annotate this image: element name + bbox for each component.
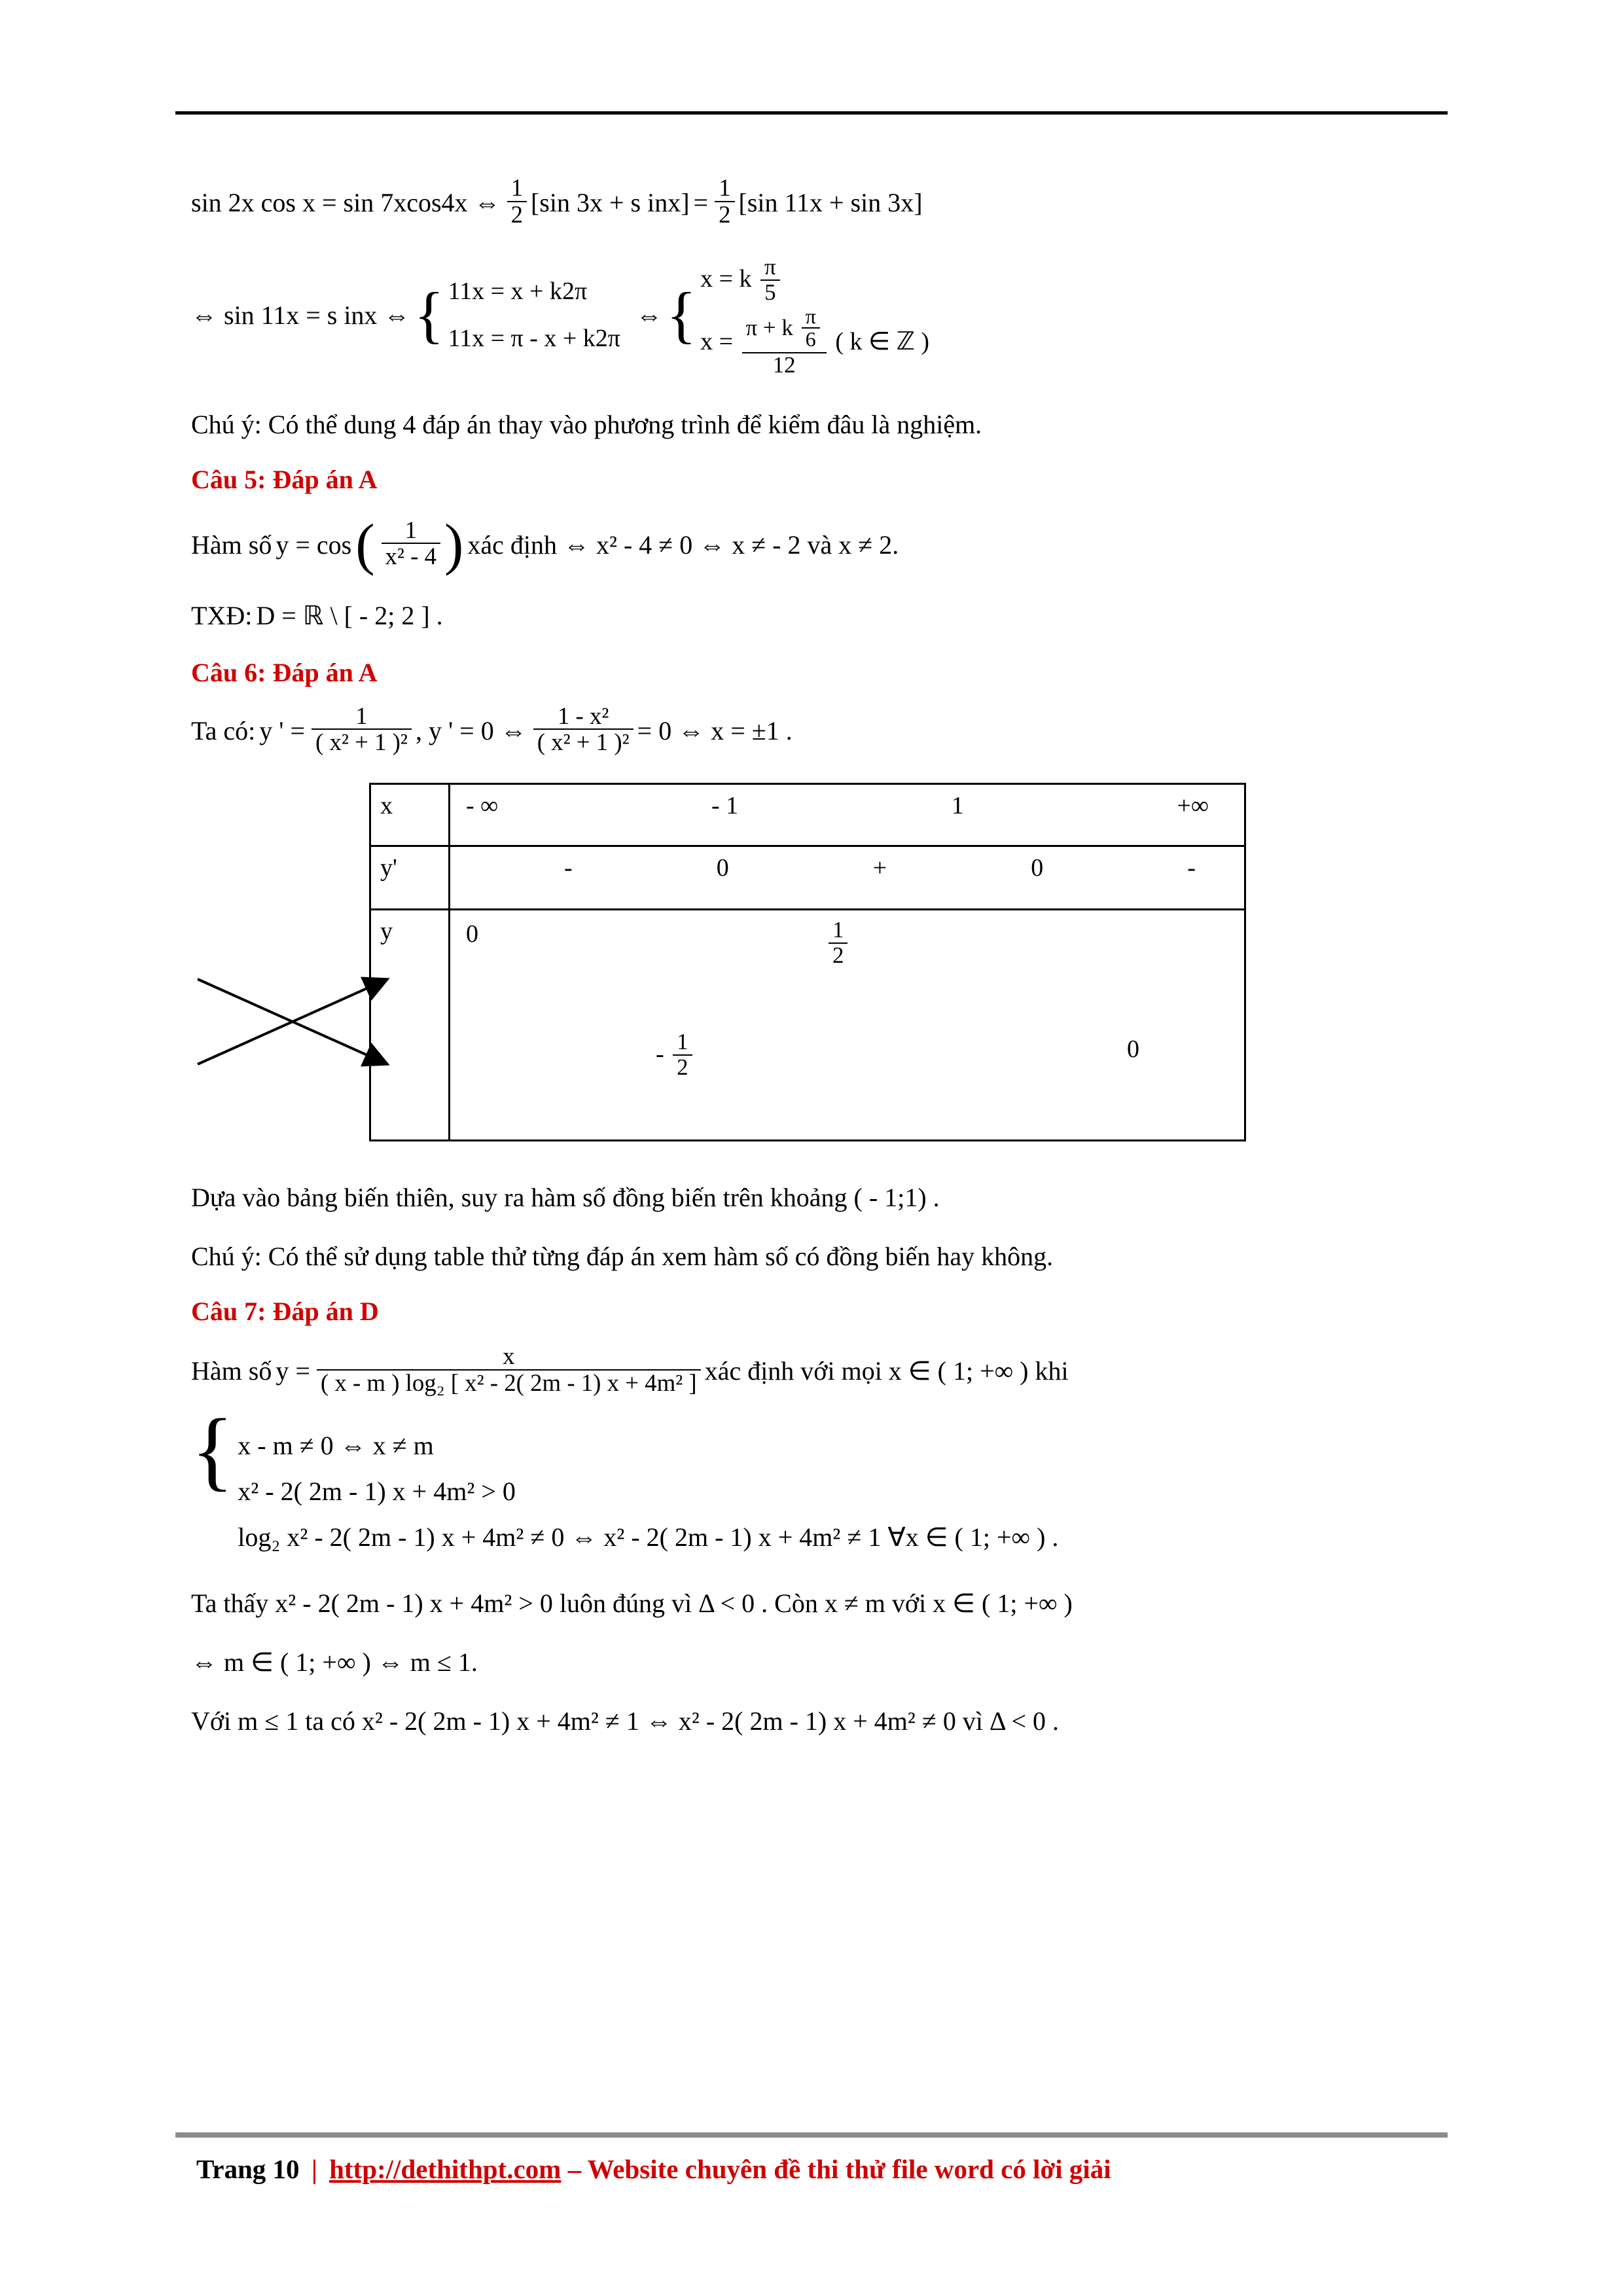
yprime-sign-2: + <box>872 854 887 882</box>
cau7-line-1-prefix: Hàm số <box>191 1356 272 1386</box>
cau5-open-paren-icon: ( <box>355 512 375 577</box>
footer-divider <box>175 2132 1448 2138</box>
cau6-fraction-1-denominator: ( x² + 1 )² <box>315 728 408 756</box>
equation-2-case-2: 11x = π - x + k2π <box>448 325 620 353</box>
cau6-line-1-a: y ' = <box>259 715 306 745</box>
cau6-fraction-2-numerator: 1 - x² <box>533 704 633 730</box>
page-number: Trang 10 <box>196 2154 300 2184</box>
variation-row-label-x: x <box>370 784 450 846</box>
equation-2-condition: ( k ∈ ℤ ) <box>835 327 930 355</box>
y-value-minimum-denominator: 2 <box>677 1054 688 1080</box>
cau7-line-3: ⇔ m ∈ ( 1; +∞ ) ⇔ m ≤ 1. <box>191 1647 478 1677</box>
variation-row-label-yprime: y' <box>370 846 450 910</box>
cau7-system-line-3: log₂ x² - 2( 2m - 1) x + 4m² ≠ 0 ⇔ x² - 2( 2m - 1) x + 4m² ≠ 1 ∀x ∈ ( 1; +∞ ) . <box>238 1522 1059 1552</box>
equation-2-middle-iff: ⇔ <box>636 300 662 330</box>
x-value-minus-infinity: - ∞ <box>466 792 499 820</box>
equation-1-bracket-1: [sin 3x + s inx] <box>530 188 690 218</box>
cau7-system-line-1: x - m ≠ 0 ⇔ x ≠ m <box>238 1431 434 1461</box>
cau5-line-1-suffix: xác định ⇔ x² - 4 ≠ 0 ⇔ x ≠ - 2 và x ≠ 2. <box>467 529 899 560</box>
equation-1-fraction-1-numerator: 1 <box>507 175 527 202</box>
equation-1-fraction-1 <box>507 175 527 227</box>
cau7-line-4: Với m ≤ 1 ta có x² - 2( 2m - 1) x + 4m² ≠ 1 ⇔ x² - 2( 2m - 1) x + 4m² ≠ 0 vì Δ < 0 . <box>191 1706 1060 1736</box>
equation-2-result-1-fraction <box>760 255 780 304</box>
cau5-fraction-numerator: 1 <box>382 518 440 545</box>
cau5-line-2-label: TXĐ: <box>191 600 253 630</box>
x-value-one: 1 <box>951 792 964 820</box>
equation-2-result-2-numerator-a: π + k <box>745 314 793 340</box>
cau7-system-brace-icon: { <box>191 1401 234 1500</box>
y-value-minimum-fraction <box>673 1030 692 1079</box>
y-value-right: 0 <box>1127 1035 1139 1064</box>
cau6-line-1-prefix: Ta có: <box>191 715 256 745</box>
cau6-fraction-1-numerator: 1 <box>312 704 412 730</box>
variation-table-row-yprime <box>370 846 1245 910</box>
yprime-sign-3: - <box>1187 854 1196 882</box>
cau5-line-2-math: D = ℝ \ [ - 2; 2 ] . <box>256 600 443 630</box>
cau7-system <box>191 1401 1435 1560</box>
equation-2-right-brace-icon: { <box>666 279 697 350</box>
footer-description: – Website chuyên đề thi thử file word có lời giải <box>567 2154 1111 2184</box>
yprime-sign-1: - <box>564 854 573 882</box>
equation-2-results <box>700 251 929 379</box>
y-value-top-left: 0 <box>466 920 478 948</box>
equation-1-left: sin 2x cos x = sin 7xcos4x ⇔ <box>191 188 501 218</box>
y-value-minimum <box>656 1031 695 1081</box>
y-value-maximum-numerator: 1 <box>829 918 847 944</box>
equation-2-result-1 <box>700 251 929 308</box>
equation-2-result-2-numerator <box>742 304 827 354</box>
equation-2-case-1: 11x = x + k2π <box>448 277 588 305</box>
equation-1-bracket-2: [sin 11x + sin 3x] <box>738 188 923 218</box>
note-paragraph-1: Chú ý: Có thể dung 4 đáp án thay vào phương trình để kiểm đâu là nghiệm. <box>191 409 982 439</box>
cau7-system-lines <box>238 1423 1058 1560</box>
equation-2-result-2-prefix: x = <box>700 327 734 355</box>
cau7-fraction <box>317 1344 701 1395</box>
variation-table-wrapper <box>191 783 1435 1156</box>
equation-1-equals: = <box>693 188 709 218</box>
cau5-line-2 <box>191 600 1435 631</box>
equation-1-fraction-2-denominator: 2 <box>719 200 731 228</box>
equation-2-result-1-denominator: 5 <box>764 279 776 305</box>
variation-row-x-values <box>450 784 1245 846</box>
cau6-conclusion: Dựa vào bảng biến thiên, suy ra hàm số đồng biến trên khoảng ( - 1;1) . <box>191 1183 940 1213</box>
equation-1-fraction-2 <box>715 175 734 227</box>
cau7-line-1-equals: y = <box>276 1356 310 1386</box>
cau5-line-1 <box>191 512 1435 578</box>
yprime-zero-1: 0 <box>716 854 729 882</box>
equation-2-result-2-denominator: 12 <box>772 352 796 378</box>
equation-1-fraction-2-numerator: 1 <box>715 175 734 202</box>
equation-2-result-2-fraction <box>742 304 827 378</box>
page-footer <box>196 2153 1440 2185</box>
variation-table <box>369 783 1246 1141</box>
yprime-zero-2: 0 <box>1031 854 1044 882</box>
variation-row-y-values <box>450 910 1245 1141</box>
equation-2 <box>191 251 1435 379</box>
cau5-line-1-prefix: Hàm số <box>191 529 272 560</box>
equation-2-left-brace-icon: { <box>414 279 444 350</box>
y-value-maximum-denominator: 2 <box>832 942 844 968</box>
equation-2-result-2-inner-fraction <box>802 306 820 351</box>
cau7-system-line-2: x² - 2( 2m - 1) x + 4m² > 0 <box>238 1477 516 1507</box>
equation-2-cases <box>448 268 620 362</box>
equation-1-fraction-1-denominator: 2 <box>510 200 523 228</box>
y-value-maximum <box>826 917 850 969</box>
cau7-line-2: Ta thấy x² - 2( 2m - 1) x + 4m² > 0 luôn đúng vì Δ < 0 . Còn x ≠ m với x ∈ ( 1; +∞ ) <box>191 1588 1073 1619</box>
footer-separator: | <box>311 2154 317 2184</box>
equation-2-result-2 <box>700 304 930 379</box>
equation-2-result-1-prefix: x = k <box>700 265 752 293</box>
cau6-line-1 <box>191 702 1435 757</box>
equation-2-result-2-inner-numerator: π <box>802 306 820 329</box>
cau5-fraction-denominator: x² - 4 <box>385 543 437 570</box>
y-value-minimum-sign: - <box>656 1040 664 1068</box>
cau6-note: Chú ý: Có thể sử dụng table thử từng đáp án xem hàm số có đồng biến hay không. <box>191 1242 1054 1272</box>
footer-website-link[interactable]: http://dethithpt.com <box>329 2154 562 2184</box>
cau5-line-1-function: y = cos <box>276 529 352 560</box>
cau6-line-1-c: = 0 ⇔ x = ±1 . <box>637 715 793 745</box>
cau6-fraction-2-denominator: ( x² + 1 )² <box>537 728 630 756</box>
cau6-line-1-b: , y ' = 0 ⇔ <box>415 715 527 745</box>
cau5-fraction <box>382 518 440 569</box>
variation-row-yprime-values <box>450 846 1245 910</box>
cau7-fraction-denominator: ( x - m ) log₂ [ x² - 2( 2m - 1) x + 4m² ] <box>320 1369 697 1396</box>
heading-cau-7: Câu 7: Đáp án D <box>191 1297 379 1327</box>
y-value-minimum-numerator: 1 <box>673 1030 692 1056</box>
equation-2-left: ⇔ sin 11x = s inx ⇔ <box>191 300 410 330</box>
header-divider <box>175 111 1448 115</box>
variation-table-row-y <box>370 910 1245 1141</box>
variation-row-label-y: y <box>370 910 450 1141</box>
variation-table-row-x <box>370 784 1245 846</box>
heading-cau-5: Câu 5: Đáp án A <box>191 464 378 494</box>
cau6-fraction-1 <box>312 704 412 755</box>
cau7-line-1 <box>191 1342 1435 1397</box>
equation-1 <box>191 174 1435 228</box>
equation-2-result-1-numerator: π <box>760 255 780 281</box>
y-value-maximum-fraction <box>829 918 847 967</box>
cau5-close-paren-icon: ) <box>444 512 464 577</box>
heading-cau-6: Câu 6: Đáp án A <box>191 657 378 687</box>
equation-2-result-2-inner-denominator: 6 <box>805 327 816 351</box>
x-value-plus-infinity: +∞ <box>1177 792 1209 820</box>
cau6-fraction-2 <box>533 704 633 755</box>
x-value-minus-one: - 1 <box>711 792 739 820</box>
cau7-fraction-numerator: x <box>317 1344 701 1371</box>
cau7-line-1-suffix: xác định với mọi x ∈ ( 1; +∞ ) khi <box>704 1356 1069 1386</box>
document-body <box>191 174 1435 1761</box>
